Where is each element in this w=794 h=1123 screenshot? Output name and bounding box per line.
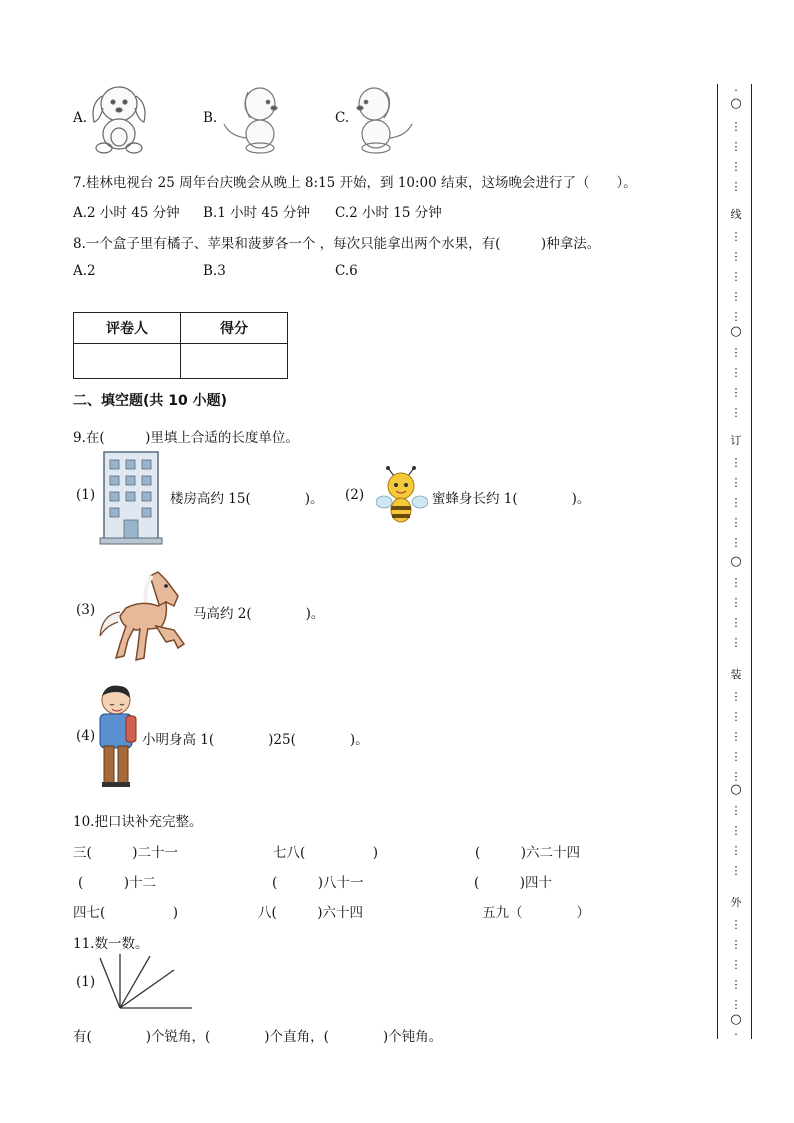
dog-side-left-image <box>220 80 282 156</box>
q8-option-a: A.2 <box>73 263 96 279</box>
q10-cell: 三( )二十一 <box>73 845 179 861</box>
q9-item4-text: 小明身高 1( )25( )。 <box>142 732 369 748</box>
q8-question: 8.一个盒子里有橘子、苹果和菠萝各一个 ，每次只能拿出两个水果，有( )种拿法。 <box>73 236 601 252</box>
q7-option-c: C.2 小时 15 分钟 <box>335 205 442 221</box>
q9-item4-number: (4) <box>76 728 96 744</box>
q10-cell: ( )八十一 <box>272 875 364 891</box>
grader-cell[interactable] <box>74 344 181 379</box>
binding-line-right <box>751 84 752 1039</box>
q9-item2-number: (2) <box>345 487 365 503</box>
q8-option-b: B.3 <box>203 263 226 279</box>
margin-label-zhuang: 装 <box>730 668 742 681</box>
binding-line-left <box>717 84 718 1039</box>
q10-cell: 八( )六十四 <box>258 905 364 921</box>
q10-cell: ( )六二十四 <box>475 845 581 861</box>
q11-item1-number: (1) <box>76 974 96 990</box>
q10-cell: 七八( ) <box>273 845 379 861</box>
q6-option-b-label: B. <box>203 110 218 126</box>
q9-item3-number: (3) <box>76 602 96 618</box>
building-image <box>98 448 164 546</box>
margin-label-ding: 订 <box>730 434 742 447</box>
margin-label-wai: 外 <box>730 896 742 909</box>
margin-label-xian: 线 <box>730 208 742 221</box>
score-cell[interactable] <box>181 344 288 379</box>
grade-table <box>73 312 288 379</box>
binding-margin: · ○ ⋮ ⋮ ⋮ ⋮ 线 ⋮ ⋮ ⋮ ⋮ ⋮ ○ ⋮ ⋮ ⋮ ⋮ 订 ⋮ ⋮ ⋮ ⋮ ⋮ ○ ⋮ ⋮ ⋮ ⋮ 装 ⋮ ⋮ ⋮ ⋮ ⋮ ○ ⋮ ⋮ ⋮ ⋮ 外 ⋮ ⋮ ⋮ ⋮ ⋮ ○ · <box>728 84 744 1039</box>
dog-front-image <box>88 82 150 156</box>
score-header: 得分 <box>181 313 288 344</box>
q6-option-a-label: A. <box>73 110 88 126</box>
q7-option-b: B.1 小时 45 分钟 <box>203 205 310 221</box>
section-2-title: 二、填空题(共 10 小题) <box>73 393 228 409</box>
q10-cell: ( )十二 <box>78 875 157 891</box>
horse-image <box>96 566 192 664</box>
q9-item3-text: 马高约 2( )。 <box>193 606 325 622</box>
q10-cell: ( )四十 <box>474 875 553 891</box>
grader-header: 评卷人 <box>74 313 181 344</box>
q6-option-c-label: C. <box>335 110 350 126</box>
bee-image <box>376 466 428 528</box>
boy-image <box>96 684 140 790</box>
q9-item2-text: 蜜蜂身长约 1( )。 <box>432 491 591 507</box>
q9-item1-number: (1) <box>76 487 96 503</box>
dog-side-right-image <box>352 80 416 156</box>
angle-rays-figure <box>98 950 194 1012</box>
q7-question: 7.桂林电视台 25 周年台庆晚会从晚上 8:15 开始，到 10:00 结束，这场晚会进行了（ ）。 <box>73 175 637 191</box>
q9-item1-text: 楼房高约 15( )。 <box>170 491 324 507</box>
q10-cell: 五九（ ） <box>482 905 590 921</box>
q11-answer: 有( )个锐角，( )个直角，( )个钝角。 <box>73 1029 443 1045</box>
q10-question: 10.把口诀补充完整。 <box>73 814 203 830</box>
q10-cell: 四七( ) <box>73 905 179 921</box>
q7-option-a: A.2 小时 45 分钟 <box>73 205 180 221</box>
q11-question: 11.数一数。 <box>73 936 149 952</box>
q8-option-c: C.6 <box>335 263 358 279</box>
q9-question: 9.在( )里填上合适的长度单位。 <box>73 430 299 446</box>
